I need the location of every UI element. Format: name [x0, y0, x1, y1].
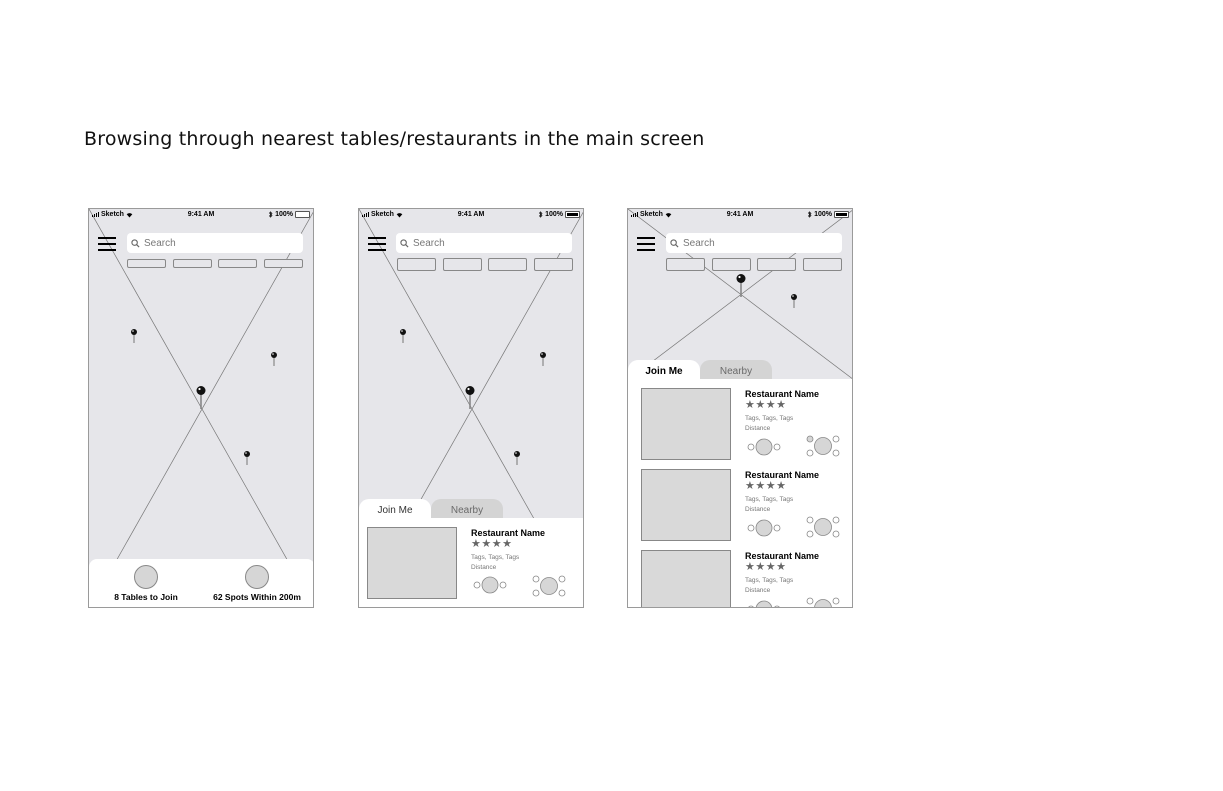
restaurant-distance: Distance: [745, 587, 771, 594]
battery-percent: 100%: [545, 211, 563, 218]
map-pin-icon[interactable]: [399, 328, 407, 344]
map-pin-icon-selected[interactable]: [464, 385, 478, 411]
battery-icon: [295, 211, 310, 218]
filter-chips: [397, 258, 573, 271]
map-pin-icon-selected[interactable]: [195, 385, 209, 411]
restaurant-distance: Distance: [471, 564, 497, 571]
battery-percent: 100%: [275, 211, 293, 218]
table-seats-icon: [805, 597, 841, 608]
status-time: 9:41 AM: [726, 211, 754, 218]
bluetooth-icon: [539, 211, 543, 218]
menu-button[interactable]: [368, 237, 386, 251]
map-pin-icon-selected[interactable]: [735, 273, 749, 299]
spots-nearby-stat[interactable]: [202, 565, 312, 602]
filter-chips: [127, 259, 303, 268]
tab-nearby[interactable]: Nearby: [431, 499, 503, 521]
search-placeholder: Search: [413, 237, 445, 249]
rating-stars: ★★★★: [745, 479, 787, 492]
restaurant-image-placeholder: [367, 527, 457, 599]
carrier-label: Sketch: [371, 211, 394, 218]
table-seats-icon: [747, 437, 781, 457]
filter-chip[interactable]: [712, 258, 751, 271]
stat-circle: [245, 565, 269, 589]
map-pin-icon[interactable]: [513, 450, 521, 466]
restaurant-image-placeholder: [641, 469, 731, 541]
restaurant-tags: Tags, Tags, Tags: [471, 554, 520, 561]
filter-chips: [666, 258, 842, 271]
battery-icon: [834, 211, 849, 218]
battery-icon: [565, 211, 580, 218]
table-seats-icon: [747, 518, 781, 538]
map-pin-icon[interactable]: [243, 450, 251, 466]
restaurant-name: Restaurant Name: [745, 551, 820, 561]
restaurant-image-placeholder: [641, 388, 731, 460]
battery-percent: 100%: [814, 211, 832, 218]
restaurant-card[interactable]: [633, 388, 853, 468]
tab-join-me[interactable]: Join Me: [628, 360, 700, 382]
filter-chip[interactable]: [173, 259, 212, 268]
stat-label: 62 Spots Within 200m: [213, 592, 301, 602]
search-icon: [131, 239, 140, 248]
menu-button[interactable]: [98, 237, 116, 251]
filter-chip[interactable]: [127, 259, 166, 268]
restaurant-tags: Tags, Tags, Tags: [745, 577, 794, 584]
stat-circle: [134, 565, 158, 589]
table-seats-icon: [473, 575, 507, 595]
status-bar: [89, 209, 313, 221]
search-input[interactable]: [127, 233, 303, 253]
status-time: 9:41 AM: [187, 211, 215, 218]
search-input[interactable]: [666, 233, 842, 253]
rating-stars: ★★★★: [745, 398, 787, 411]
restaurant-list: [359, 518, 584, 608]
restaurant-card[interactable]: [633, 469, 853, 549]
map-pin-icon[interactable]: [539, 351, 547, 367]
phone-screen-list-expanded: [627, 208, 853, 608]
filter-chip[interactable]: [443, 258, 482, 271]
status-bar: [359, 209, 583, 221]
phone-screen-map-with-card: [358, 208, 584, 608]
table-seats-icon: [805, 516, 841, 538]
restaurant-name: Restaurant Name: [745, 389, 820, 399]
table-seats-icon: [531, 575, 567, 597]
filter-chip[interactable]: [757, 258, 796, 271]
map-pin-icon[interactable]: [130, 328, 138, 344]
map-pin-icon[interactable]: [790, 293, 798, 309]
status-time: 9:41 AM: [457, 211, 485, 218]
restaurant-distance: Distance: [745, 506, 771, 513]
table-seats-icon: [805, 435, 841, 457]
search-placeholder: Search: [144, 237, 176, 249]
rating-stars: ★★★★: [745, 560, 787, 573]
filter-chip[interactable]: [666, 258, 705, 271]
menu-button[interactable]: [637, 237, 655, 251]
restaurant-name: Restaurant Name: [745, 470, 820, 480]
restaurant-card[interactable]: [633, 550, 853, 608]
bluetooth-icon: [269, 211, 273, 218]
stat-label: 8 Tables to Join: [114, 592, 178, 602]
map-pin-icon[interactable]: [270, 351, 278, 367]
summary-panel: [89, 559, 314, 608]
restaurant-distance: Distance: [745, 425, 771, 432]
restaurant-tags: Tags, Tags, Tags: [745, 496, 794, 503]
status-bar: [628, 209, 852, 221]
search-icon: [400, 239, 409, 248]
restaurant-name: Restaurant Name: [471, 528, 546, 538]
tab-nearby[interactable]: Nearby: [700, 360, 772, 382]
filter-chip[interactable]: [397, 258, 436, 271]
phone-screen-map: [88, 208, 314, 608]
filter-chip[interactable]: [264, 259, 303, 268]
carrier-label: Sketch: [101, 211, 124, 218]
page-heading: Browsing through nearest tables/restaurants in the main screen: [84, 128, 705, 150]
tables-to-join-stat[interactable]: [91, 565, 201, 602]
filter-chip[interactable]: [218, 259, 257, 268]
restaurant-list: [628, 379, 853, 608]
bluetooth-icon: [808, 211, 812, 218]
filter-chip[interactable]: [534, 258, 573, 271]
restaurant-image-placeholder: [641, 550, 731, 608]
restaurant-card[interactable]: [359, 527, 584, 607]
search-input[interactable]: [396, 233, 572, 253]
filter-chip[interactable]: [488, 258, 527, 271]
table-seats-icon: [747, 599, 781, 608]
search-placeholder: Search: [683, 237, 715, 249]
filter-chip[interactable]: [803, 258, 842, 271]
rating-stars: ★★★★: [471, 537, 513, 550]
restaurant-tags: Tags, Tags, Tags: [745, 415, 794, 422]
carrier-label: Sketch: [640, 211, 663, 218]
search-icon: [670, 239, 679, 248]
tab-join-me[interactable]: Join Me: [359, 499, 431, 521]
